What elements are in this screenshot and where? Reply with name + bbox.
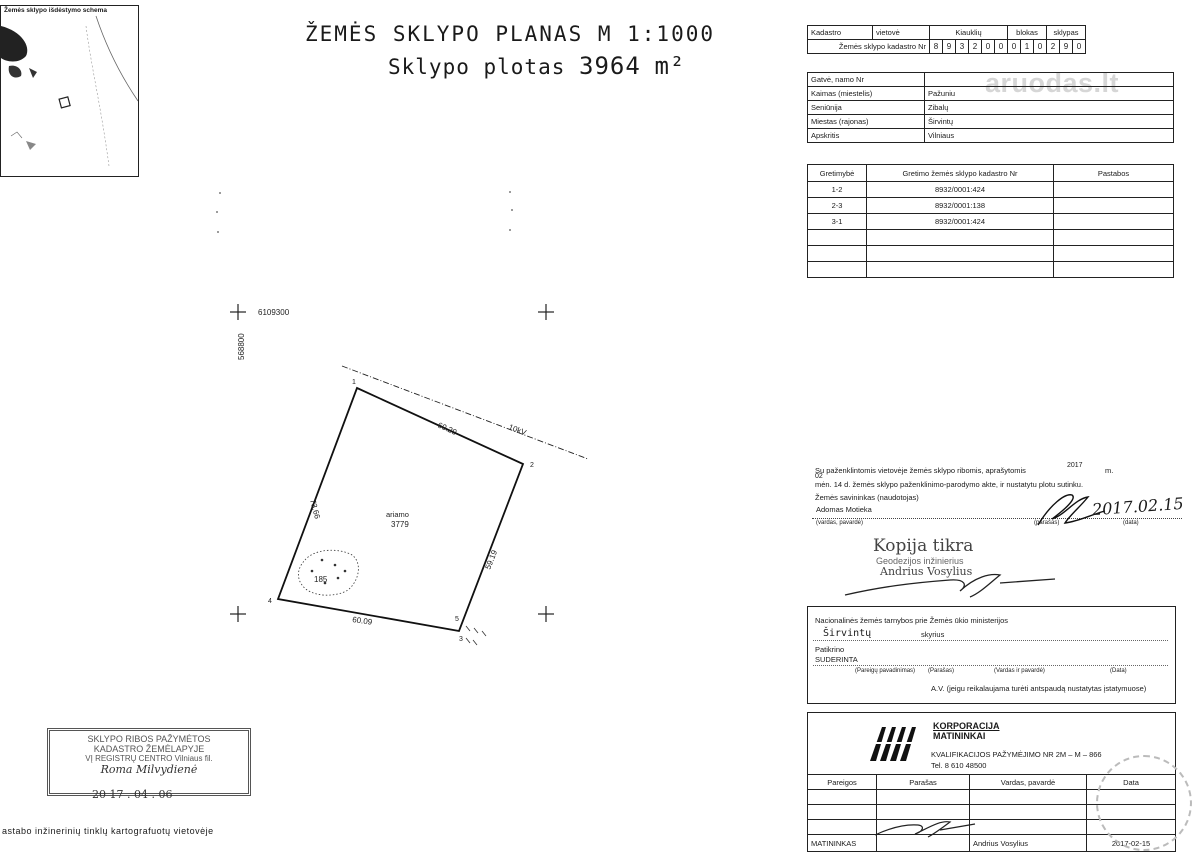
land-value: 3779 xyxy=(391,520,409,529)
caption-name: (vardas, pavardė) xyxy=(816,520,864,526)
point-number: 2 xyxy=(530,462,534,469)
nzt-caption: (Parašas) xyxy=(928,668,955,674)
side-length: 60.29 xyxy=(436,420,459,437)
cadastre-digit: 0 xyxy=(995,40,1008,54)
neighbors-header: Gretimo žemės sklypo kadastro Nr xyxy=(867,165,1054,182)
area-value: 3964 xyxy=(579,52,641,80)
neighbor-cadastre xyxy=(867,230,1054,246)
company-date: 2017-02-15 xyxy=(1087,835,1176,852)
cadastre-digit: 9 xyxy=(943,40,956,54)
nzt-caption: (Data) xyxy=(1110,668,1127,674)
company-name1: KORPORACIJA xyxy=(933,721,1000,731)
stamp-line2: KADASTRO ŽEMĖLAPYJE xyxy=(93,744,205,754)
nzt-suderinta: SUDERINTA xyxy=(815,655,858,664)
neighbor-note xyxy=(1054,198,1174,214)
neighbor-note xyxy=(1054,230,1174,246)
company-tel: Tel. 8 610 48500 xyxy=(931,761,987,770)
cadastre-digit: 9 xyxy=(1060,40,1073,54)
cadastre-digit: 0 xyxy=(982,40,995,54)
address-label: Kaimas (miestelis) xyxy=(808,87,925,101)
copy-signature xyxy=(840,565,1060,600)
address-label: Gatvė, namo Nr xyxy=(808,73,925,87)
neighbor-side: 1-2 xyxy=(808,182,867,198)
scatter-marks xyxy=(216,191,513,233)
address-value xyxy=(925,73,1174,87)
side-length: 60.09 xyxy=(351,615,373,627)
nzt-av-note: A.V. (jeigu reikalaujama turėti antspaudą nustatytas įstatymuose) xyxy=(931,684,1147,693)
copy-role: Geodezijos inžinierius xyxy=(876,556,964,566)
address-value: Zibalų xyxy=(925,101,1174,115)
neighbor-cadastre: 8932/0001:138 xyxy=(867,198,1054,214)
neighbor-note xyxy=(1054,182,1174,198)
address-label: Miestas (rajonas) xyxy=(808,115,925,129)
neighbor-cadastre xyxy=(867,262,1054,278)
agreement-line3: Žemės savininkas (naudotojas) xyxy=(815,493,919,502)
coord-x: 6109300 xyxy=(258,308,290,317)
cadastre-digit: 0 xyxy=(1034,40,1047,54)
power-line xyxy=(342,366,588,459)
neighbor-side xyxy=(808,246,867,262)
cadastre-digit: 0 xyxy=(1008,40,1021,54)
neighbors-header: Gretimybė xyxy=(808,165,867,182)
address-value: Pažuniu xyxy=(925,87,1174,101)
neighbor-cadastre: 8932/0001:424 xyxy=(867,214,1054,230)
company-header: Data xyxy=(1087,775,1176,790)
cadastre-digit: 3 xyxy=(956,40,969,54)
nzt-line1: Nacionalinės žemės tarnybos prie Žemės ūkio ministerijos xyxy=(815,616,1008,625)
company-name2: MATININKAI xyxy=(933,731,986,741)
vietove-label: vietovė xyxy=(873,26,930,40)
watermark: aruodas.lt xyxy=(985,68,1120,98)
stamp-line1: SKLYPO RIBOS PAŽYMĖTOS xyxy=(87,734,211,744)
nzt-caption: (Pareigų pavadinimas) xyxy=(855,668,916,674)
neighbor-note xyxy=(1054,214,1174,230)
cadastre-digit: 0 xyxy=(1073,40,1086,54)
neighbor-note xyxy=(1054,262,1174,278)
cadastre-table xyxy=(807,25,1086,54)
agreement-year: 2017 xyxy=(1067,462,1083,469)
area-prefix: Sklypo plotas xyxy=(388,55,566,79)
point-number: 3 xyxy=(459,636,463,643)
side-length: 73.66 xyxy=(308,498,322,520)
tick-marks xyxy=(466,626,486,645)
forest-patch xyxy=(298,550,358,595)
cadastre-nr-label: Žemės sklypo kadastro Nr xyxy=(808,40,930,54)
point-number: 4 xyxy=(268,598,272,605)
agreement-month: 02 xyxy=(815,473,823,480)
address-label: Apskritis xyxy=(808,129,925,143)
agreement-line1: Su paženklintomis vietovėje žemės sklypo ribomis, aprašytomis xyxy=(815,466,1026,475)
coord-y: 568800 xyxy=(237,333,246,360)
cadastre-digit: 8 xyxy=(930,40,943,54)
company-header: Vardas, pavardė xyxy=(970,775,1087,790)
power-line-label: 10kV xyxy=(507,422,528,438)
neighbor-side: 2-3 xyxy=(808,198,867,214)
cadastre-digit: 1 xyxy=(1021,40,1034,54)
neighbors-header: Pastabos xyxy=(1054,165,1174,182)
owner-name: Adomas Motieka xyxy=(816,505,872,514)
caption-date: (data) xyxy=(1123,520,1139,526)
company-logo-icon xyxy=(868,721,918,763)
address-label: Seniūnija xyxy=(808,101,925,115)
blokas-label: blokas xyxy=(1008,26,1047,40)
cadastre-digit: 2 xyxy=(969,40,982,54)
stamp-date: 20 17 . 04 . 06 xyxy=(92,788,173,801)
footer-note: astabo inžinerinių tinklų kartografuotų vietovėje xyxy=(2,826,214,836)
company-role: MATININKAS xyxy=(808,835,877,852)
kadastro-label: Kadastro xyxy=(808,26,873,40)
address-value: Širvintų xyxy=(925,115,1174,129)
company-cert: KVALIFIKACIJOS PAŽYMĖJIMO NR 2M – M – 866 xyxy=(931,750,1102,759)
nzt-district: Širvintų xyxy=(823,628,872,639)
neighbor-cadastre xyxy=(867,246,1054,262)
nzt-block xyxy=(807,606,1176,704)
stamp-line4: Roma Milvydienė xyxy=(100,763,198,776)
caption-sign: (parašas) xyxy=(1034,520,1060,526)
neighbor-side xyxy=(808,230,867,246)
point-number: 1 xyxy=(352,379,356,386)
neighbor-cadastre: 8932/0001:424 xyxy=(867,182,1054,198)
signature-date: 2017.02.15 xyxy=(1091,493,1185,520)
neighbors-table xyxy=(807,164,1174,278)
nzt-caption: (Vardas ir pavardė) xyxy=(994,668,1045,674)
copy-title: Kopija tikra xyxy=(873,536,974,556)
copy-name: Andrius Vosylius xyxy=(880,565,973,578)
nzt-skyrius: skyrius xyxy=(921,630,945,639)
forest-value: 185 xyxy=(314,575,328,584)
grid-crosses xyxy=(230,304,554,622)
plan-title: ŽEMĖS SKLYPO PLANAS M 1:1000 xyxy=(305,22,716,46)
vietove-value: Kiauklių xyxy=(930,26,1008,40)
company-person: Andrius Vosylius xyxy=(970,835,1087,852)
registry-stamp xyxy=(47,728,251,796)
neighbor-side: 3-1 xyxy=(808,214,867,230)
company-header: Pareigos xyxy=(808,775,877,790)
neighbor-note xyxy=(1054,246,1174,262)
point-number: 5 xyxy=(455,616,459,623)
round-stamp xyxy=(1096,755,1192,851)
side-length: 59.19 xyxy=(483,548,500,571)
address-value: Vilniaus xyxy=(925,129,1174,143)
inset-label: Žemės sklypo išdėstymo schema xyxy=(4,7,107,14)
nzt-patikrino: Patikrino xyxy=(815,645,845,654)
neighbor-side xyxy=(808,262,867,278)
agreement-m: m. xyxy=(1105,466,1114,475)
area-unit: m² xyxy=(654,52,686,80)
stamp-line3: VĮ REGISTRŲ CENTRO Vilniaus fil. xyxy=(85,754,213,763)
company-header: Parašas xyxy=(877,775,970,790)
surveyor-signature xyxy=(870,810,980,840)
sklypas-label: sklypas xyxy=(1047,26,1086,40)
address-table xyxy=(807,72,1174,143)
cadastre-digit: 2 xyxy=(1047,40,1060,54)
land-label: ariamo xyxy=(386,510,409,519)
agreement-line2: mėn. 14 d. žemės sklypo paženklinimo-parodymo akte, ir nustatytu plotu sutinku. xyxy=(815,480,1084,489)
